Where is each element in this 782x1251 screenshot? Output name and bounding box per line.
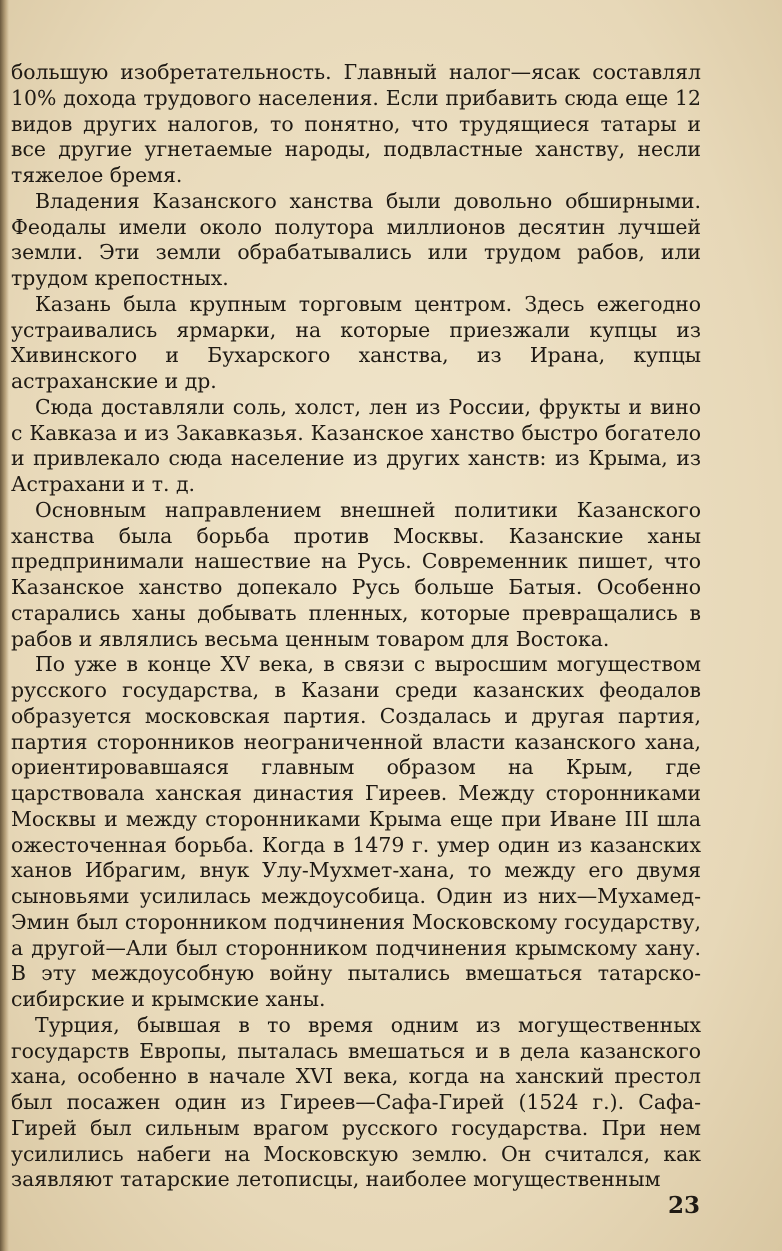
- paragraph: Сюда доставляли соль, холст, лен из России, фрукты и вино с Кавказа и из Закавказья. Казанское ханство быстро богатело и привлекало сюда население из других ханств: из Крыма, из Астрахани и т. д.: [11, 394, 701, 496]
- paragraph: Владения Казанского ханства были довольно обширными. Феодалы имели около полутора миллионов десятин лучшей земли. Эти земли обрабатывались или трудом рабов, или трудом крепостных.: [11, 188, 701, 290]
- body-text: [11, 60, 701, 1193]
- paragraph: Основным направлением внешней политики Казанского ханства была борьба против Москвы. Казанские ханы предпринимали нашествие на Русь. Современник пишет, что Казанское ханство допекало Русь больше Батыя. Особенно старались ханы добывать пленных, которые превращались в рабов и являлись весьма ценным товаром для Востока.: [11, 497, 701, 651]
- paragraph: Турция, бывшая в то время одним из могущественных государств Европы, пыталась вмешаться и в дела казанского хана, особенно в начале XVI века, когда на ханский престол был посажен один из Гиреев—Сафа-Гирей (1524 г.). Сафа-Гирей был сильным врагом русского государства. При нем усилились набеги на Московскую землю. Он считался, как заявляют татарские летописцы, наиболее могущественным: [11, 1012, 701, 1192]
- paragraph: Казань была крупным торговым центром. Здесь ежегодно устраивались ярмарки, на которые приезжали купцы из Хивинского и Бухарского ханства, из Ирана, купцы астраханские и др.: [11, 291, 701, 393]
- paragraph: По уже в конце XV века, в связи с выросшим могуществом русского государства, в Казани среди казанских феодалов образуется московская партия. Создалась и другая партия, партия сторонников неограниченной власти казанского хана, ориентировавшаяся главным образом на Крым, где царствовала ханская династия Гиреев. Между сторонниками Москвы и между сторонниками Крыма еще при Иване III шла ожесточенная борьба. Когда в 1479 г. умер один из казанских ханов Ибрагим, внук Улу-Мухмет-хана, то между его двумя сыновьями усилилась междоусобица. Один из них—Мухамед-Эмин был сторонником подчинения Московскому государству, а другой—Али был сторонником подчинения крымскому хану. В эту междоусобную войну пытались вмешаться татарско-сибирские и крымские ханы.: [11, 652, 701, 1011]
- paragraph: большую изобретательность. Главный налог—ясак составлял 10% дохода трудового населения. Если прибавить сюда еще 12 видов других налогов, то понятно, что трудящиеся татары и все другие угнетаемые народы, подвластные ханству, несли тяжелое бремя.: [11, 60, 701, 187]
- page-binding-edge: [0, 0, 9, 1251]
- page-number: 23: [668, 1192, 701, 1219]
